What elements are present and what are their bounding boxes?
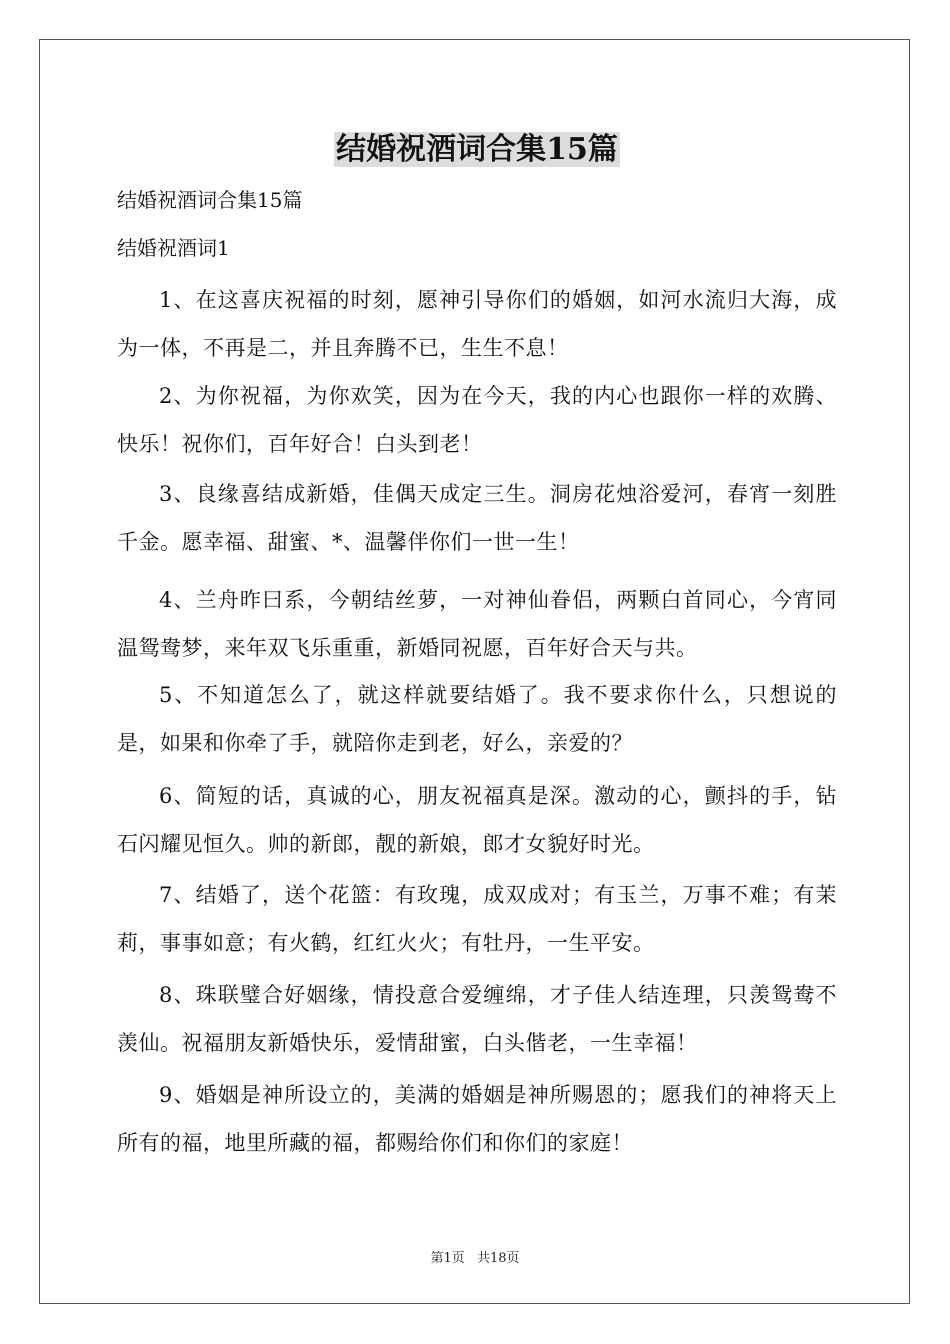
page-total: 共18页 xyxy=(476,1251,520,1266)
paragraph-8: 8、珠联璧合好姻缘，情投意合爱缠绵，才子佳人结连理，只羡鸳鸯不羡仙。祝福朋友新婚快乐，爱情甜蜜，白头偕老，一生幸福！ xyxy=(117,983,837,1055)
paragraph-5: 5、不知道怎么了，就这样就要结婚了。我不要求你什么，只想说的是，如果和你牵了手，就陪你走到老，好么，亲爱的？ xyxy=(117,683,837,755)
paragraph-2: 2、为你祝福，为你欢笑，因为在今天，我的内心也跟你一样的欢腾、快乐！祝你们，百年好合！白头到老！ xyxy=(117,384,837,456)
paragraph-7: 7、结婚了，送个花篮：有玫瑰，成双成对；有玉兰，万事不难；有茉莉，事事如意；有火鹤，红红火火；有牡丹，一生平安。 xyxy=(117,883,837,955)
paragraph-9: 9、婚姻是神所设立的，美满的婚姻是神所赐恩的；愿我们的神将天上所有的福，地里所藏的福，都赐给你们和你们的家庭！ xyxy=(117,1083,837,1155)
page-number: 第1页 xyxy=(430,1251,465,1266)
paragraph-3: 3、良缘喜结成新婚，佳偶天成定三生。洞房花烛浴爱河，春宵一刻胜千金。愿幸福、甜蜜、*、温馨伴你们一世一生！ xyxy=(117,482,837,554)
paragraph-6: 6、简短的话，真诚的心，朋友祝福真是深。激动的心，颤抖的手，钻石闪耀见恒久。帅的新郎，靓的新娘，郎才女貌好时光。 xyxy=(117,784,837,856)
section-heading: 结婚祝酒词1 xyxy=(117,236,230,260)
subtitle: 结婚祝酒词合集15篇 xyxy=(117,188,303,212)
title-text: 结婚祝酒词合集15篇 xyxy=(336,132,618,167)
document-title xyxy=(117,128,837,172)
paragraph-1: 1、在这喜庆祝福的时刻，愿神引导你们的婚姻，如河水流归大海，成为一体，不再是二，并且奔腾不已，生生不息！ xyxy=(117,288,837,360)
paragraph-4: 4、兰舟昨曰系，今朝结丝萝，一对神仙眷侣，两颗白首同心，今宵同温鸳鸯梦，来年双飞乐重重，新婚同祝愿，百年好合天与共。 xyxy=(117,588,837,660)
page-footer xyxy=(0,1247,950,1266)
